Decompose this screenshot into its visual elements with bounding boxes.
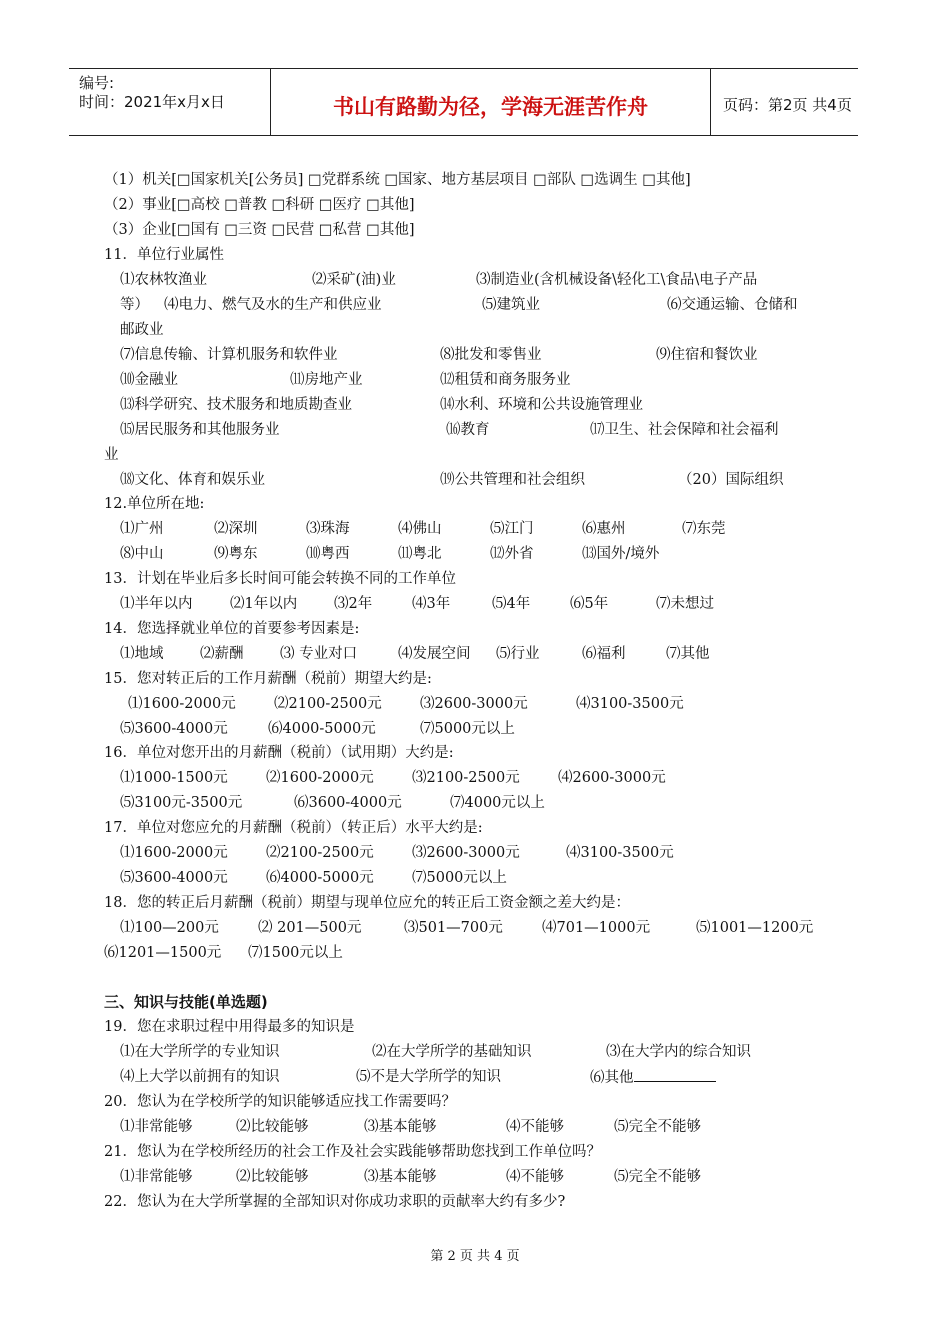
- q14-option-2: ⑵薪酬: [200, 646, 244, 662]
- q13-option-2: ⑵1年以内: [230, 596, 298, 612]
- q20-option-2: ⑵比较能够: [236, 1119, 309, 1135]
- q12-option-1: ⑴广州: [120, 521, 164, 537]
- q11-option-6-cont: 邮政业: [120, 322, 164, 338]
- q16-option-1: ⑴1000-1500元: [120, 770, 228, 786]
- unit-type-government: （1）机关[□国家机关[公务员] □党群系统 □国家、地方基层项目 □部队 □选调生 □其他]: [104, 172, 691, 188]
- q11-option-3-cont: 等）: [120, 297, 149, 313]
- q15-option-2: ⑵2100-2500元: [274, 696, 382, 712]
- q17-option-2: ⑵2100-2500元: [266, 845, 374, 861]
- q17-option-7: ⑺5000元以上: [412, 870, 507, 886]
- q19-option-3: ⑶在大学内的综合知识: [606, 1044, 751, 1060]
- q18-option-2: ⑵ 201—500元: [258, 920, 362, 936]
- q18-option-6: ⑹1201—1500元: [104, 945, 222, 961]
- q12-option-8: ⑻中山: [120, 546, 164, 562]
- question-22: 22．您认为在大学所掌握的全部知识对你成功求职的贡献率大约有多少?: [104, 1194, 566, 1210]
- q13-option-6: ⑹5年: [570, 596, 609, 612]
- q17-option-4: ⑷3100-3500元: [566, 845, 674, 861]
- q15-option-5: ⑸3600-4000元: [120, 721, 228, 737]
- q14-option-7: ⑺其他: [666, 646, 710, 662]
- unit-type-enterprise: （3）企业[□国有 □三资 □民营 □私营 □其他]: [104, 222, 415, 238]
- q18-option-7: ⑺1500元以上: [248, 945, 343, 961]
- q11-option-14: ⒁水利、环境和公共设施管理业: [440, 397, 643, 413]
- page-footer: 第 2 页 共 4 页: [430, 1249, 520, 1264]
- q12-option-4: ⑷佛山: [398, 521, 442, 537]
- q14-option-5: ⑸行业: [496, 646, 540, 662]
- q19-option-6-label: ⑹其他: [590, 1070, 634, 1086]
- q11-option-18: ⒅文化、体育和娱乐业: [120, 472, 265, 488]
- q15-option-4: ⑷3100-3500元: [576, 696, 684, 712]
- q18-option-5: ⑸1001—1200元: [696, 920, 814, 936]
- q18-option-1: ⑴100—200元: [120, 920, 219, 936]
- q17-option-6: ⑹4000-5000元: [266, 870, 374, 886]
- number-label: 编号:: [79, 74, 115, 92]
- q17-option-1: ⑴1600-2000元: [120, 845, 228, 861]
- q15-option-6: ⑹4000-5000元: [268, 721, 376, 737]
- q17-option-5: ⑸3600-4000元: [120, 870, 228, 886]
- q11-option-4: ⑷电力、燃气及水的生产和供应业: [164, 297, 382, 313]
- q12-option-6: ⑹惠州: [582, 521, 626, 537]
- q11-option-8: ⑻批发和零售业: [440, 347, 542, 363]
- q19-other-blank: [634, 1067, 716, 1082]
- q19-option-6: [590, 1067, 716, 1088]
- q16-option-2: ⑵1600-2000元: [266, 770, 374, 786]
- q21-option-4: ⑷不能够: [506, 1169, 564, 1185]
- q19-option-5: ⑸不是大学所学的知识: [356, 1069, 501, 1085]
- q11-option-2: ⑵采矿(油)业: [312, 272, 396, 288]
- motto: 书山有路勤为径，学海无涯苦作舟: [333, 95, 648, 119]
- q13-option-7: ⑺未想过: [656, 596, 714, 612]
- q13-option-5: ⑸4年: [492, 596, 531, 612]
- question-14: 14．您选择就业单位的首要参考因素是:: [104, 621, 360, 637]
- q14-option-3: ⑶ 专业对口: [280, 646, 358, 662]
- question-18: 18．您的转正后月薪酬（税前）期望与现单位应允的转正后工资金额之差大约是：: [104, 895, 630, 911]
- q14-option-1: ⑴地域: [120, 646, 164, 662]
- q21-option-2: ⑵比较能够: [236, 1169, 309, 1185]
- q20-option-5: ⑸完全不能够: [614, 1119, 701, 1135]
- q21-option-5: ⑸完全不能够: [614, 1169, 701, 1185]
- question-13: 13．计划在毕业后多长时间可能会转换不同的工作单位: [104, 571, 456, 587]
- q12-option-13: ⒀国外/境外: [582, 546, 660, 562]
- q16-option-5: ⑸3100元-3500元: [120, 795, 243, 811]
- q11-option-15: ⒂居民服务和其他服务业: [120, 422, 280, 438]
- q14-option-4: ⑷发展空间: [398, 646, 471, 662]
- q12-option-10: ⑽粤西: [306, 546, 350, 562]
- question-11: 11．单位行业属性: [104, 247, 224, 263]
- q12-option-5: ⑸江门: [490, 521, 534, 537]
- q20-option-3: ⑶基本能够: [364, 1119, 437, 1135]
- q11-option-6: ⑹交通运输、仓储和: [667, 297, 798, 313]
- q11-option-17: ⒄卫生、社会保障和社会福利: [590, 422, 779, 438]
- unit-type-institution: （2）事业[□高校 □普教 □科研 □医疗 □其他]: [104, 197, 415, 213]
- q11-option-3: ⑶制造业(含机械设备\轻化工\食品\电子产品: [476, 272, 758, 288]
- q16-option-4: ⑷2600-3000元: [558, 770, 666, 786]
- q11-option-12: ⑿租赁和商务服务业: [440, 372, 571, 388]
- q19-option-1: ⑴在大学所学的专业知识: [120, 1044, 280, 1060]
- q12-option-2: ⑵深圳: [214, 521, 258, 537]
- q15-option-1: ⑴1600-2000元: [128, 696, 236, 712]
- question-19: 19．您在求职过程中用得最多的知识是: [104, 1019, 355, 1035]
- q21-option-3: ⑶基本能够: [364, 1169, 437, 1185]
- question-16: 16．单位对您开出的月薪酬（税前）（试用期）大约是:: [104, 745, 454, 761]
- question-15: 15．您对转正后的工作月薪酬（税前）期望大约是:: [104, 671, 432, 687]
- q11-option-1: ⑴农林牧渔业: [120, 272, 207, 288]
- q11-option-9: ⑼住宿和餐饮业: [656, 347, 758, 363]
- q15-option-7: ⑺5000元以上: [420, 721, 515, 737]
- q14-option-6: ⑹福利: [582, 646, 626, 662]
- q11-option-13: ⒀科学研究、技术服务和地质勘查业: [120, 397, 352, 413]
- q15-option-3: ⑶2600-3000元: [420, 696, 528, 712]
- q12-option-3: ⑶珠海: [306, 521, 350, 537]
- q11-option-11: ⑾房地产业: [290, 372, 363, 388]
- page-label: 页码：第2页 共4页: [723, 96, 852, 114]
- q16-option-6: ⑹3600-4000元: [294, 795, 402, 811]
- q19-option-2: ⑵在大学所学的基础知识: [372, 1044, 532, 1060]
- q11-option-10: ⑽金融业: [120, 372, 178, 388]
- q16-option-3: ⑶2100-2500元: [412, 770, 520, 786]
- q11-option-7: ⑺信息传输、计算机服务和软件业: [120, 347, 338, 363]
- q20-option-1: ⑴非常能够: [120, 1119, 193, 1135]
- q11-option-19: ⒆公共管理和社会组织: [440, 472, 585, 488]
- q21-option-1: ⑴非常能够: [120, 1169, 193, 1185]
- q12-option-12: ⑿外省: [490, 546, 534, 562]
- q11-option-17-cont: 业: [104, 447, 119, 463]
- question-12: 12.单位所在地:: [104, 496, 205, 512]
- q13-option-1: ⑴半年以内: [120, 596, 193, 612]
- q18-option-3: ⑶501—700元: [404, 920, 503, 936]
- q13-option-4: ⑷3年: [412, 596, 451, 612]
- q13-option-3: ⑶2年: [334, 596, 373, 612]
- q18-option-4: ⑷701—1000元: [542, 920, 651, 936]
- q12-option-7: ⑺东莞: [682, 521, 726, 537]
- section-heading-knowledge-skills: 三、知识与技能(单选题): [104, 993, 268, 1011]
- q19-option-4: ⑷上大学以前拥有的知识: [120, 1069, 280, 1085]
- time-label: 时间：2021年x月x日: [79, 93, 225, 111]
- q20-option-4: ⑷不能够: [506, 1119, 564, 1135]
- q16-option-7: ⑺4000元以上: [450, 795, 545, 811]
- q11-option-5: ⑸建筑业: [482, 297, 540, 313]
- question-20: 20．您认为在学校所学的知识能够适应找工作需要吗？: [104, 1094, 456, 1110]
- q11-option-16: ⒃教育: [446, 422, 490, 438]
- q12-option-11: ⑾粤北: [398, 546, 442, 562]
- q12-option-9: ⑼粤东: [214, 546, 258, 562]
- q11-option-20: （20）国际组织: [678, 472, 784, 488]
- question-21: 21．您认为在学校所经历的社会工作及社会实践能够帮助您找到工作单位吗？: [104, 1144, 601, 1160]
- question-17: 17．单位对您应允的月薪酬（税前）（转正后）水平大约是:: [104, 820, 483, 836]
- q17-option-3: ⑶2600-3000元: [412, 845, 520, 861]
